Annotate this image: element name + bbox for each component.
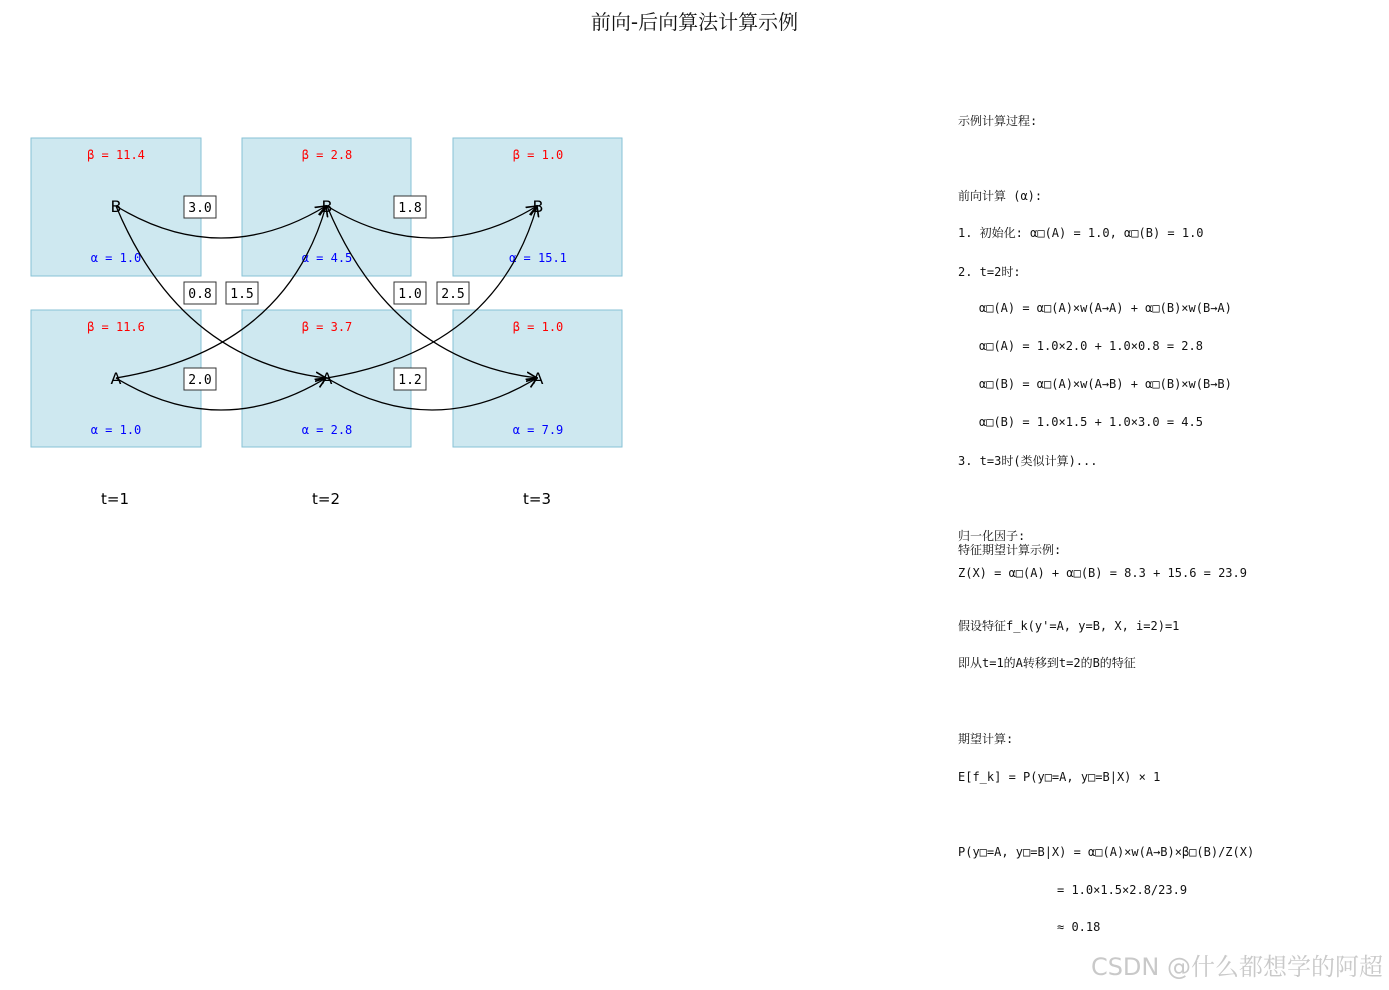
weight-t2-A-B: 2.5 [441,287,465,302]
weight-t1-B-A: 0.8 [188,287,212,302]
feature-title: 特征期望计算示例: [958,543,1062,557]
expectation-title: 期望计算: [958,732,1014,746]
beta-label-t3-A: β = 1.0 [512,320,564,334]
weight-t1-B-B: 3.0 [188,201,212,216]
step-t2: 2. t=2时: [958,265,1021,279]
time-label-t2: t=2 [312,490,340,508]
feature-meaning: 即从t=1的A转移到t=2的B的特征 [958,656,1136,670]
eq-probability-value: = 1.0×1.5×2.8/23.9 [1057,883,1188,897]
eq-expectation: E[f_k] = P(y□=A, y□=B|X) × 1 [958,770,1161,784]
forward-backward-diagram [0,0,940,540]
alpha-label-t3-A: α = 7.9 [512,423,564,437]
weight-t1-A-A: 2.0 [188,373,212,388]
eq-probability: P(y□=A, y□=B|X) = α□(A)×w(A→B)×β□(B)/Z(X) [958,845,1255,859]
step-init: 1. 初始化: α□(A) = 1.0, α□(B) = 1.0 [958,226,1204,240]
state-t3-B: B [532,197,544,216]
beta-label-t2-B: β = 2.8 [301,148,353,162]
alpha-label-t2-B: α = 4.5 [301,251,353,265]
time-label-t1: t=1 [101,490,129,508]
beta-label-t3-B: β = 1.0 [512,148,564,162]
step-t3: 3. t=3时(类似计算)... [958,454,1098,468]
weight-t2-B-A: 1.0 [398,287,422,302]
state-t3-A: A [532,369,544,388]
state-t1-B: B [110,197,122,216]
state-t2-A: A [321,369,333,388]
beta-label-t2-A: β = 3.7 [301,320,353,334]
eq-alpha-b-formula: α□(B) = α□(A)×w(A→B) + α□(B)×w(B→B) [979,377,1232,391]
weight-t2-A-A: 1.2 [398,373,422,388]
state-t2-B: B [321,197,333,216]
state-t1-A: A [110,369,122,388]
eq-alpha-a-value: α□(A) = 1.0×2.0 + 1.0×0.8 = 2.8 [979,339,1203,353]
forward-title: 前向计算 (α): [958,189,1043,203]
alpha-label-t2-A: α = 2.8 [301,423,353,437]
eq-alpha-a-formula: α□(A) = α□(A)×w(A→A) + α□(B)×w(B→A) [979,301,1232,315]
time-label-t3: t=3 [523,490,551,508]
weight-t2-B-B: 1.8 [398,201,422,216]
steps-header: 示例计算过程: [958,114,1038,128]
beta-label-t1-B: β = 11.4 [87,148,145,162]
norm-title: 归一化因子: [958,529,1026,543]
beta-label-t1-A: β = 11.6 [87,320,145,334]
assume-feature: 假设特征f_k(y'=A, y=B, X, i=2)=1 [958,619,1180,633]
page-title: 前向-后向算法计算示例 [590,10,799,34]
eq-alpha-b-value: α□(B) = 1.0×1.5 + 1.0×3.0 = 4.5 [979,415,1203,429]
alpha-label-t1-A: α = 1.0 [90,423,142,437]
eq-z: Z(X) = α□(A) + α□(B) = 8.3 + 15.6 = 23.9 [958,566,1247,580]
watermark: CSDN @什么都想学的阿超 [1090,953,1383,981]
eq-probability-result: ≈ 0.18 [1057,920,1101,934]
weight-t1-A-B: 1.5 [230,287,254,302]
alpha-label-t1-B: α = 1.0 [90,251,142,265]
alpha-label-t3-B: α = 15.1 [509,251,567,265]
